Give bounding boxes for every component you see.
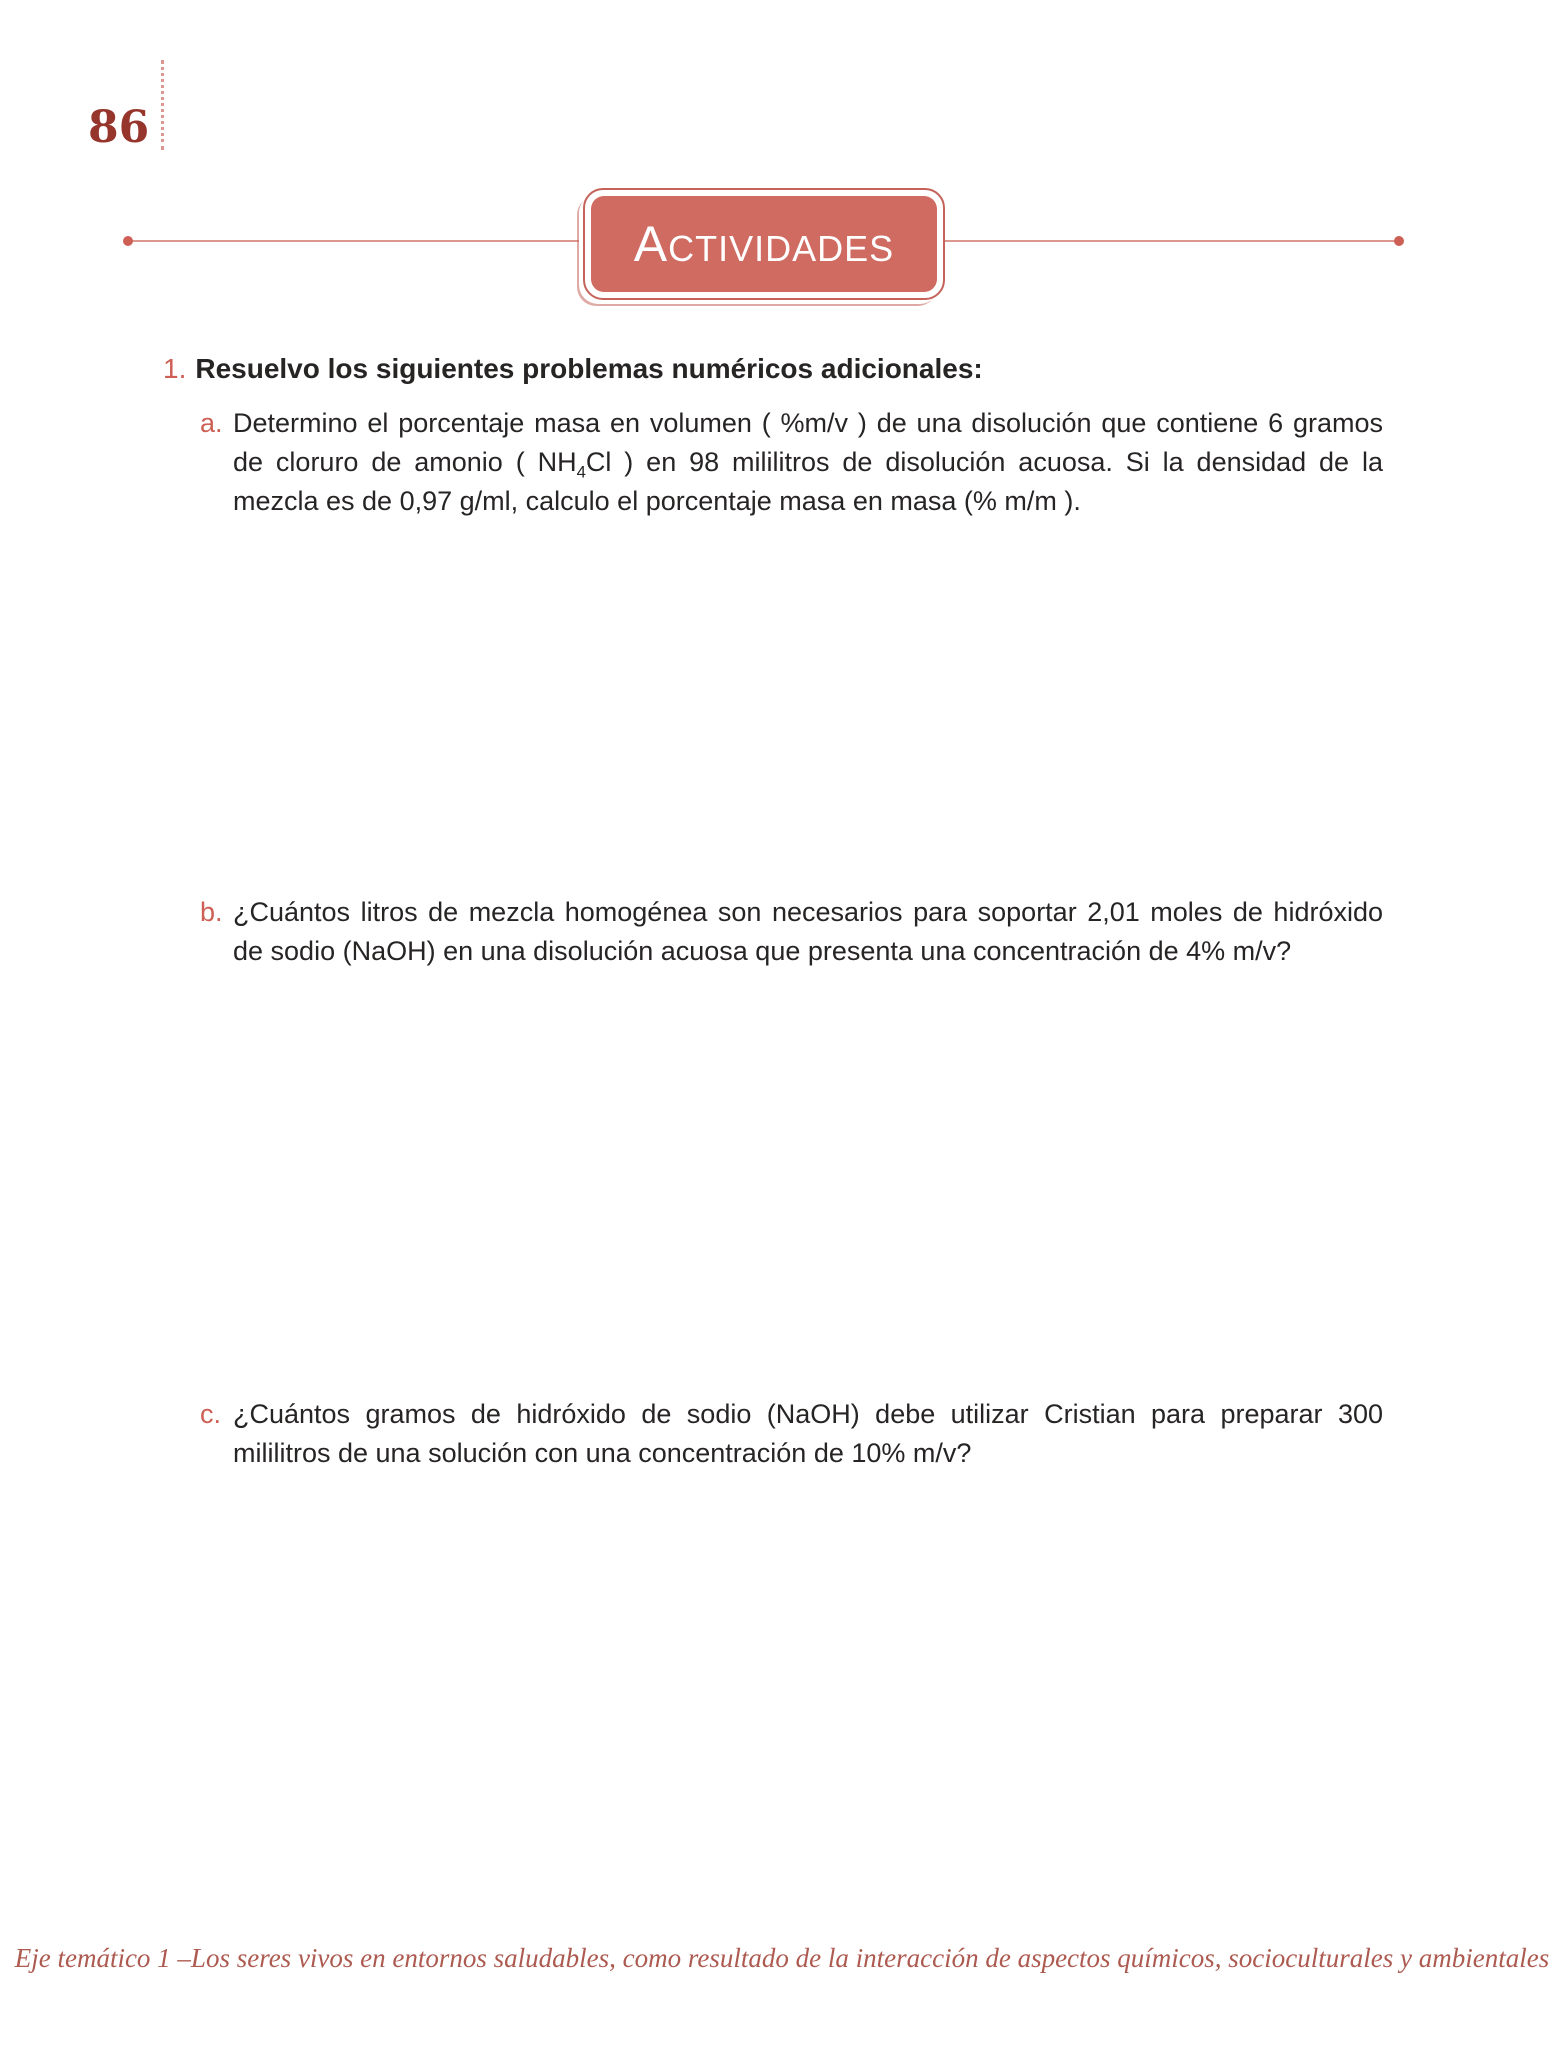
list-item-a	[200, 404, 1383, 521]
section-title: ACTIVIDADES	[633, 216, 895, 272]
activities-banner	[583, 188, 945, 300]
item-b-text: ¿Cuántos litros de mezcla homogénea son necesarios para soportar 2,01 moles de hidróxido de sodio (NaOH) en una disolución acuosa que presenta una concentración de 4% m/v?	[233, 897, 1383, 966]
activity-heading	[163, 352, 1383, 386]
page-footer-theme-line: Eje temático 1 –Los seres vivos en entornos saludables, como resultado de la interacción de aspectos químicos, socioculturales y ambientales	[14, 1943, 1550, 1973]
list-item-b	[200, 893, 1383, 971]
item-b-label: b.	[200, 897, 223, 927]
item-c-text: ¿Cuántos gramos de hidróxido de sodio (NaOH) debe utilizar Cristian para preparar 300 mililitros de una solución con una concentración de 10% m/v?	[233, 1399, 1383, 1468]
item-a-text-post: Cl ) en 98 mililitros de disolución acuosa. Si la densidad de la mezcla es de 0,97 g/ml, calculo el porcentaje masa en masa (% m/m ).	[233, 447, 1383, 516]
activity-number: 1.	[163, 353, 187, 384]
item-a-text-pre: Determino el porcentaje masa en volumen ( %m/v ) de una disolución que contiene 6 gramos de cloruro de amonio ( NH	[233, 408, 1383, 477]
section-banner-row	[0, 188, 1564, 306]
activity-content	[163, 352, 1383, 1473]
item-c-label: c.	[200, 1399, 222, 1429]
item-a-text	[233, 404, 1383, 521]
item-a-subscript: 4	[576, 462, 586, 482]
page-number-block	[88, 60, 164, 153]
activities-banner-fill	[591, 196, 937, 292]
activity-prompt: Resuelvo los siguientes problemas numéricos adicionales:	[195, 353, 983, 384]
page-number: 86	[88, 102, 150, 153]
page-number-dotted-rule	[161, 60, 164, 150]
list-item-c	[200, 1395, 1383, 1473]
activity-items	[163, 404, 1383, 1473]
item-a-label: a.	[200, 408, 223, 438]
